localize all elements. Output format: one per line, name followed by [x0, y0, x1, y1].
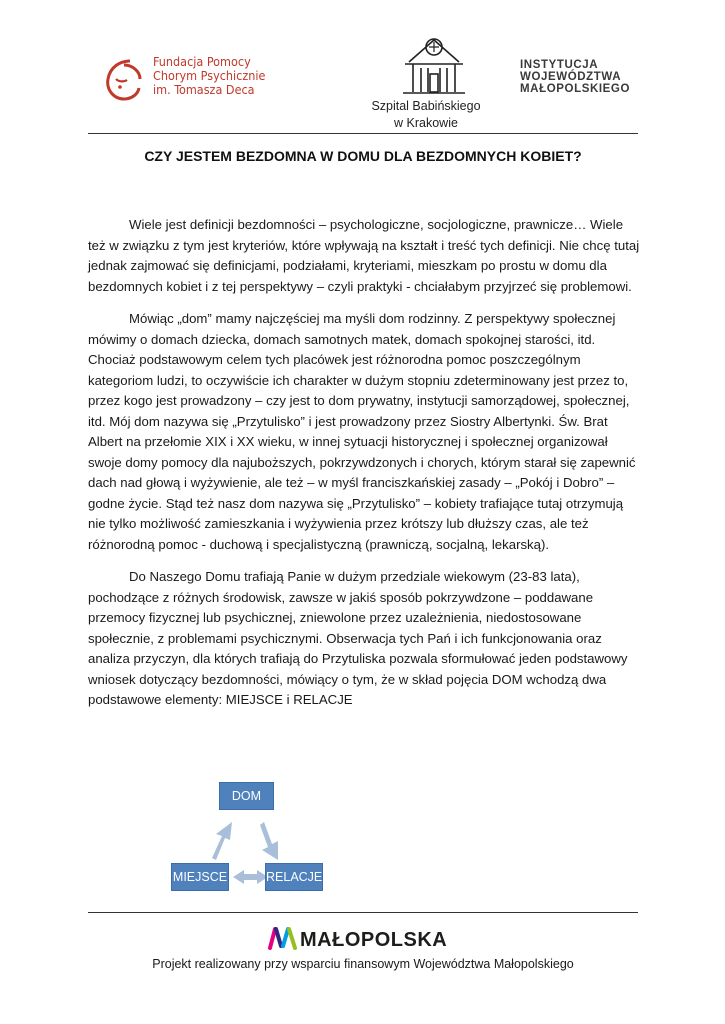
arrow-dom-relacje-icon [260, 822, 278, 860]
foundation-line-2: Chorym Psychicznie [153, 68, 266, 83]
malopolska-logo-icon [268, 926, 298, 950]
hospital-building-icon [401, 34, 467, 96]
institution-line-2: WOJEWÓDZTWA [520, 71, 622, 83]
institution-line-1: INSTYTUCJA [520, 59, 599, 71]
diagram-box-miejsce: MIEJSCE [171, 863, 229, 891]
malopolska-brand: MAŁOPOLSKA [300, 929, 448, 951]
paragraph-1: Wiele jest definicji bezdomności – psychologiczne, socjologiczne, prawnicze… Wiele też w związku z tym jest kryteriów, które wpływają na kształt i treść tych definicji. Nie chcę tutaj jednak zajmować się definicjami, podziałami, kryteriami, mieszkam po prostu w domu dla bezdomnych kobiet i z tej perspektywy – czyli praktyki - chciałabym przyjrzeć się problemowi. [88, 217, 640, 294]
arrow-miejsce-dom-icon [212, 822, 232, 860]
foundation-line-1: Fundacja Pomocy [153, 54, 251, 69]
arrow-relacje-miejsce-icon [233, 870, 268, 884]
header-divider [88, 133, 638, 134]
document-body [88, 215, 640, 723]
hospital-name [356, 98, 496, 132]
document-title: CZY JESTEM BEZDOMNA W DOMU DLA BEZDOMNYCH KOBIET? [144, 148, 582, 164]
foundation-line-3: im. Tomasza Deca [153, 82, 255, 97]
hospital-line-2: w Krakowie [394, 116, 458, 130]
footer-note: Projekt realizowany przy wsparciu finansowym Województwa Małopolskiego [152, 957, 574, 971]
institution-name [520, 59, 650, 95]
footer-divider [88, 912, 638, 913]
diagram-box-relacje: RELACJE [265, 863, 323, 891]
diagram-box-dom: DOM [219, 782, 274, 810]
paragraph-3: Do Naszego Domu trafiają Panie w dużym przedziale wiekowym (23-83 lata), pochodzące z różnych środowisk, zawsze w jakiś sposób pokrzywdzone – poddawane przemocy fizycznej lub psychicznej, zniewolone przez uzależnienia, niedostosowane społecznie, z problemami psychicznymi. Obserwacja tych Pań i ich funkcjonowania oraz analiza przyczyn, dla których trafiają do Przytuliska pozwala sformułować jeden podstawowy wniosek dotyczący bezdomności, mówiący o tym, że w skład pojęcia DOM wchodzą dwa podstawowe elementy: MIEJSCE i RELACJE [88, 569, 628, 707]
institution-line-3: MAŁOPOLSKIEGO [520, 83, 631, 95]
foundation-name [153, 55, 273, 97]
paragraph-2: Mówiąc „dom” mamy najczęściej ma myśli dom rodzinny. Z perspektywy społecznej mówimy o domach dziecka, domach samotnych matek, domach spokojnej starości, itd. Chociaż podstawowym celem tych placówek jest różnorodna pomoc poszczególnym kategoriom ludzi, to oczywiście ich charakter w dużym stopniu zdeterminowany jest przez to, przez kogo jest prowadzony – czy jest to dom prywatny, instytucji samorządowej, społecznej, itd. Mój dom nazywa się „Przytulisko” i jest prowadzony przez Siostry Albertynki. Św. Brat Albert na przełomie XIX i XX wieku, w innej sytuacji historycznej i społecznej organizował swoje domy pomocy dla najuboższych, pokrzywdzonych i chorych, którym starał się zapewnić dach nad głową i wyżywienie, ale też – w myśl franciszkańskiej zasady – „Pokój i Dobro” – godne życie. Stąd też nasz dom nazywa się „Przytulisko” – kobiety trafiające tutaj otrzymują nie tylko możliwość zamieszkania i wyżywienia przez krótszy lub dłuższy czas, ale też różnorodną pomoc - duchową i specjalistyczną (prawniczą, socjalną, lekarską). [88, 311, 636, 552]
foundation-logo-icon [102, 57, 148, 103]
hospital-line-1: Szpital Babińskiego [371, 99, 481, 113]
